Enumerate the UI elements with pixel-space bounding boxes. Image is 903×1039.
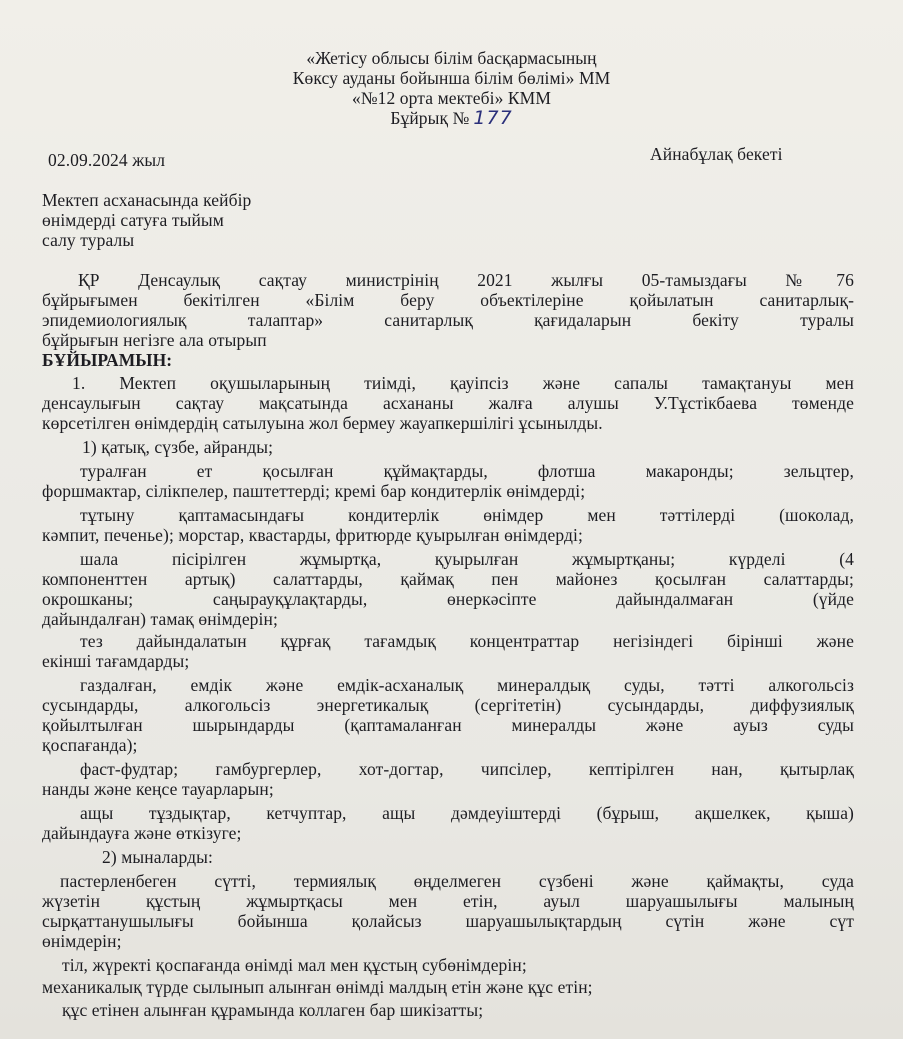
preamble-line: ҚР Денсаулық сақтау министрінің 2021 жылғы 05-тамыздағы №76: [78, 270, 854, 290]
order-number-handwritten: 177: [473, 107, 513, 129]
header-line-2: Көксу ауданы бойынша білім бөлімі» ММ: [292, 68, 611, 88]
body-line: жүзетін құстың жұмыртқасы мен етін, ауыл шаруашылығы малының: [42, 891, 854, 911]
body-line: окрошканы; саңырауқұлақтарды, өнеркәсіпте дайындалмаған (үйде: [42, 589, 854, 609]
body-line: дайындалған) тамақ өнімдерін;: [42, 609, 278, 629]
subject-line: салу туралы: [42, 230, 135, 250]
body-line: құс етінен алынған құрамында коллаген бар шикізатты;: [62, 1000, 484, 1020]
preamble-line: бұйрығын негізге ала отырып: [42, 330, 267, 350]
body-line: компоненттен артық) салаттарды, қаймақ пен майонез қосылған салаттарды;: [42, 569, 854, 589]
body-line: 2) мыналарды:: [102, 847, 213, 867]
body-line: көрсетілген өнімдердің сатылуына жол бермеу жауапкершілігі ұсынылды.: [42, 413, 603, 433]
body-line: денсаулығын сақтау мақсатында асхананы жалға алушы У.Тұстікбаева төменде: [42, 393, 854, 413]
subject-line: Мектеп асханасында кейбір: [42, 190, 252, 210]
order-place: Айнабұлақ бекеті: [650, 144, 783, 164]
body-line: қоспағанда);: [42, 735, 138, 755]
body-line: ащы тұздықтар, кетчуптар, ащы дәмдеуіштерді (бұрыш, ақшелкек, қыша): [80, 803, 854, 823]
body-line: механикалық түрде сылынып алынған өнімді малдың етін және құс етін;: [42, 977, 593, 997]
subject-line: өнімдерді сатуға тыйым: [42, 210, 224, 230]
body-line: сырқаттанушылығы бойынша қолайсыз шаруашылықтардың сүтін және сүт: [42, 911, 854, 931]
body-line: өнімдерін;: [42, 931, 122, 951]
body-line: пастерленбеген сүтті, термиялық өңделмеген сүзбені және қаймақты, суда: [60, 871, 854, 891]
header-line-3: «№12 орта мектебі» КММ: [351, 88, 551, 108]
order-word: БҰЙЫРАМЫН:: [42, 350, 173, 370]
preamble-line: бұйрығымен бекітілген «Білім беру объектілеріне қойылатын санитарлық-: [42, 290, 854, 310]
body-line: дайындауға және өткізуге;: [42, 823, 242, 843]
body-line: тіл, жүректі қоспағанда өнімді мал мен құстың субөнімдерін;: [62, 955, 527, 975]
body-line: нанды және кеңсе тауарларын;: [42, 779, 274, 799]
body-line: екінші тағамдарды;: [42, 651, 190, 671]
order-date: 02.09.2024 жыл: [48, 150, 166, 170]
body-line: тұтыну қаптамасындағы кондитерлік өнімдер мен тәттілерді (шоколад,: [80, 505, 854, 525]
preamble-line: эпидемиологиялық талаптар» санитарлық қағидаларын бекіту туралы: [42, 310, 854, 330]
body-line: тез дайындалатын құрғақ тағамдық концентраттар негізіндегі бірінші және: [80, 631, 854, 651]
body-line: шала пісірілген жұмыртқа, қуырылған жұмыртқаны; күрделі (4: [80, 549, 854, 569]
order-title: [0, 108, 903, 128]
order-label: Бұйрық №: [390, 108, 470, 128]
body-line: газдалған, емдік және емдік-асханалық минералдық суды, тәтті алкогольсіз: [80, 675, 854, 695]
body-line: 1) қатық, сүзбе, айранды;: [82, 437, 274, 457]
body-line: қойылтылған шырындарды (қаптамаланған минералды және ауыз суды: [42, 715, 854, 735]
body-line: 1. Мектеп оқушыларының тиімді, қауіпсіз және сапалы тамақтануы мен: [72, 373, 854, 393]
body-line: кәмпит, печенье); морстар, квастарды, фритюрде қуырылған өнімдерді;: [42, 525, 583, 545]
body-line: сусындарды, алкогольсіз энергетикалық (сергітетін) сусындарды, диффузиялық: [42, 695, 854, 715]
body-line: форшмактар, сілікпелер, паштеттерді; кремі бар кондитерлік өнімдерді;: [42, 481, 586, 501]
body-line: туралған ет қосылған құймақтарды, флотша макаронды; зельцтер,: [80, 461, 854, 481]
header-line-1: «Жетісу облысы білім басқармасының: [306, 48, 597, 68]
body-line: фаст-фудтар; гамбургерлер, хот-догтар, чипсілер, кептірілген нан, қытырлақ: [80, 759, 854, 779]
